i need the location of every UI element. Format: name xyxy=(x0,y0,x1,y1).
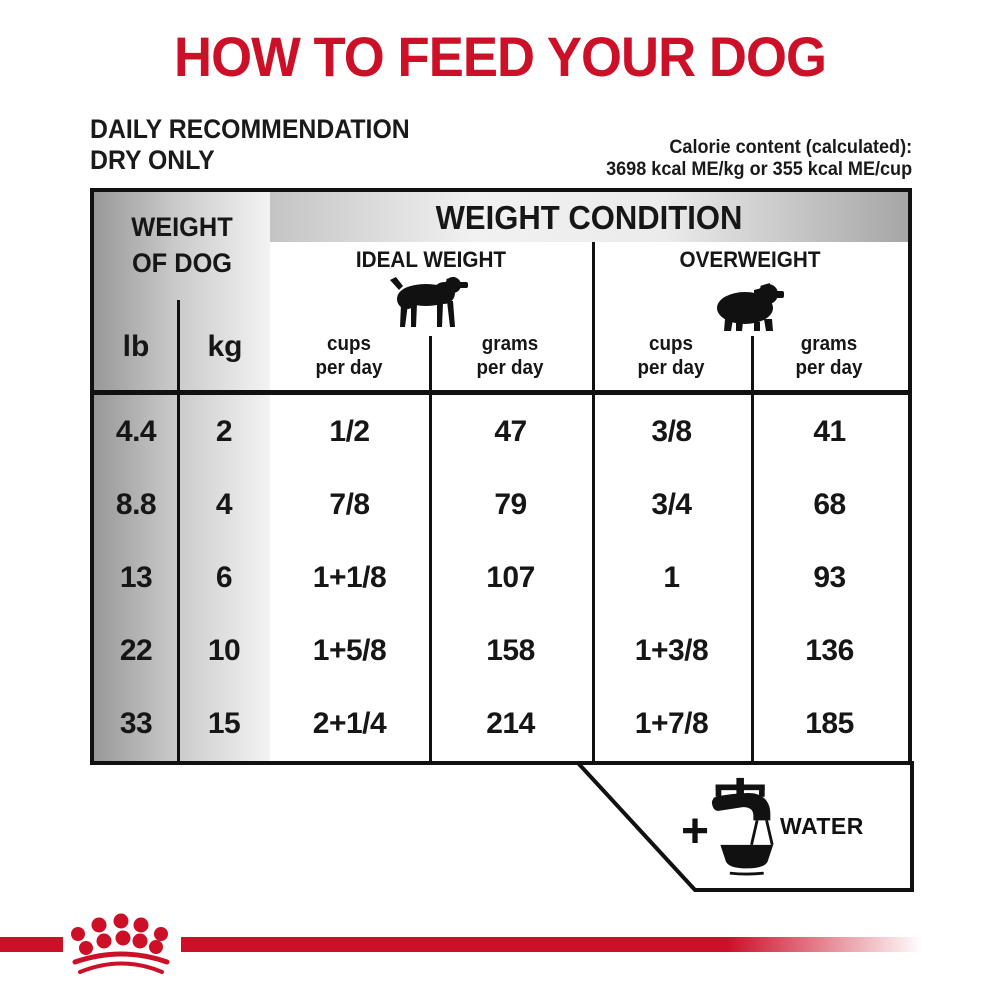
ideal-cups-column-header xyxy=(283,333,415,380)
per-day-line: per day xyxy=(795,356,863,379)
cups-line: cups xyxy=(649,333,693,355)
daily-recommendation-heading xyxy=(90,114,410,176)
table-cell-kg: 10 xyxy=(207,634,241,668)
table-cell-over_cups: 1+3/8 xyxy=(634,634,709,668)
calorie-content-line2: 3698 kcal ME/kg or 355 kcal ME/cup xyxy=(605,159,912,181)
table-cell-kg: 4 xyxy=(215,487,233,521)
table-cell-lb: 13 xyxy=(119,560,153,594)
weight-of-dog-label xyxy=(99,210,264,282)
ideal-weight-label: IDEAL WEIGHT xyxy=(355,247,507,272)
weight-condition-label: WEIGHT CONDITION xyxy=(435,199,743,236)
overweight-dog-icon xyxy=(712,282,784,332)
table-cell-kg: 15 xyxy=(207,707,241,741)
table-cell-ideal_cups: 1/2 xyxy=(329,414,370,448)
dry-only-line: DRY ONLY xyxy=(90,144,215,175)
weight-of-dog-line1: WEIGHT xyxy=(131,212,233,242)
feeding-table xyxy=(90,188,912,765)
calorie-content-line1: Calorie content (calculated): xyxy=(669,137,912,158)
table-cell-over_grams: 93 xyxy=(813,560,846,594)
per-day-line: per day xyxy=(476,356,544,379)
per-day-line: per day xyxy=(637,356,705,379)
grams-line: grams xyxy=(481,333,539,355)
table-cell-lb: 8.8 xyxy=(115,487,157,521)
grams-line: grams xyxy=(800,333,858,355)
weight-of-dog-line2: OF DOG xyxy=(131,247,233,278)
table-cell-lb: 4.4 xyxy=(115,414,157,448)
table-cell-ideal_grams: 79 xyxy=(494,487,527,521)
overweight-label: OVERWEIGHT xyxy=(679,247,821,272)
table-cell-ideal_cups: 7/8 xyxy=(329,487,370,521)
table-cell-ideal_cups: 1+5/8 xyxy=(312,634,387,668)
calorie-content-note xyxy=(606,137,912,181)
ideal-weight-dog-icon xyxy=(389,276,469,330)
lb-column-header: lb xyxy=(122,330,150,363)
table-cell-ideal_grams: 158 xyxy=(486,634,535,668)
table-cell-ideal_grams: 214 xyxy=(486,707,535,741)
table-cell-kg: 6 xyxy=(215,560,233,594)
per-day-line: per day xyxy=(315,356,383,379)
table-cell-ideal_cups: 1+1/8 xyxy=(312,560,387,594)
table-cell-over_cups: 3/4 xyxy=(651,487,692,521)
table-cell-over_grams: 68 xyxy=(813,487,846,521)
water-label: WATER xyxy=(780,813,864,839)
water-tap-bowl-icon xyxy=(710,772,776,880)
royal-canin-crown-logo xyxy=(63,903,175,977)
table-cell-over_grams: 136 xyxy=(805,634,854,668)
table-cell-over_cups: 1+7/8 xyxy=(634,707,709,741)
overweight-grams-column-header xyxy=(763,333,895,380)
ideal-grams-column-header xyxy=(444,333,576,380)
overweight-cups-column-header xyxy=(605,333,737,380)
table-cell-over_grams: 41 xyxy=(813,414,846,448)
feeding-table-rows xyxy=(94,395,908,761)
table-cell-lb: 33 xyxy=(119,707,153,741)
table-cell-over_grams: 185 xyxy=(805,707,854,741)
table-cell-over_cups: 3/8 xyxy=(651,414,692,448)
table-cell-ideal_grams: 47 xyxy=(494,414,527,448)
plus-sign: + xyxy=(680,805,710,858)
daily-recommendation-line: DAILY RECOMMENDATION xyxy=(90,114,410,144)
table-cell-ideal_cups: 2+1/4 xyxy=(312,707,387,741)
page-title: HOW TO FEED YOUR DOG xyxy=(174,25,826,88)
table-cell-over_cups: 1 xyxy=(663,560,680,594)
table-cell-lb: 22 xyxy=(119,634,153,668)
kg-column-header: kg xyxy=(207,330,243,363)
table-cell-kg: 2 xyxy=(215,414,233,448)
table-cell-ideal_grams: 107 xyxy=(486,560,535,594)
cups-line: cups xyxy=(327,333,371,355)
